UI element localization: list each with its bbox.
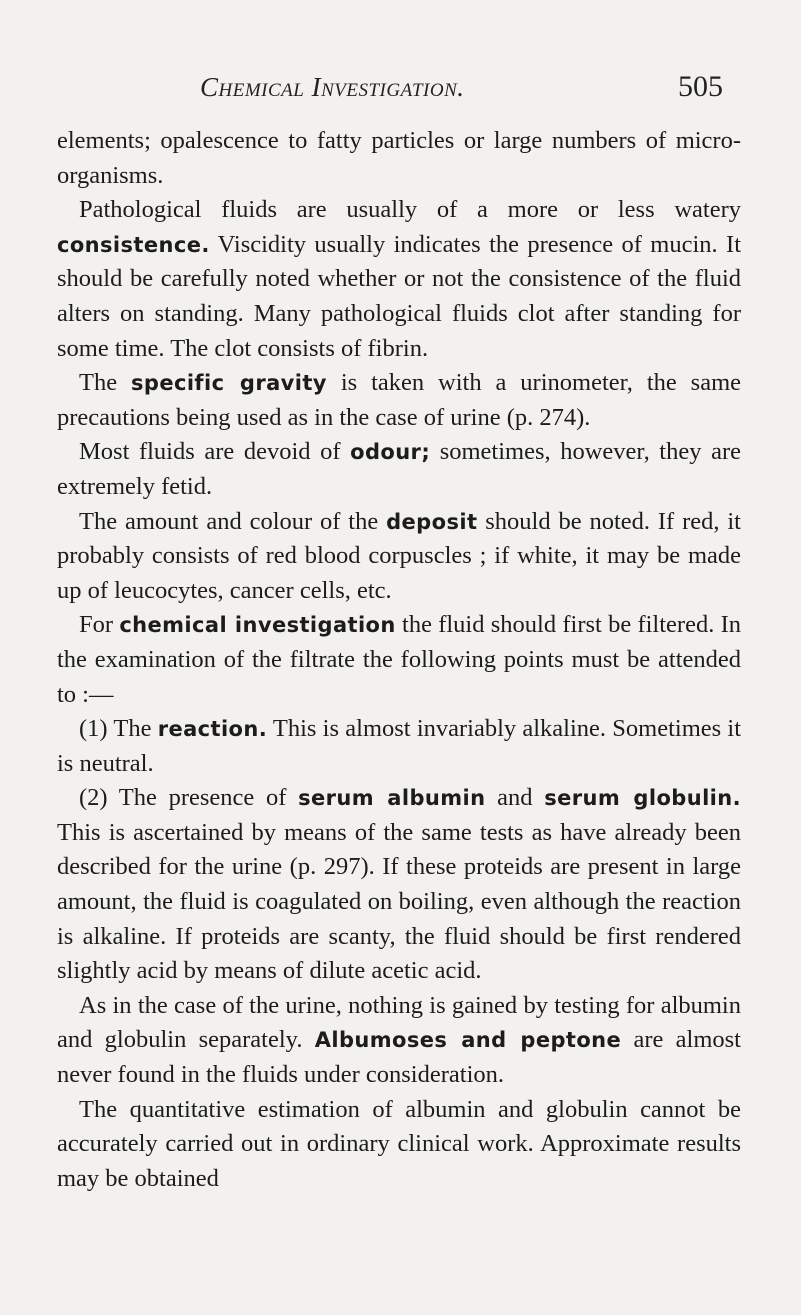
text-run: The amount and colour of the [79,507,387,535]
text-run: and [485,784,545,812]
paragraph [57,124,741,193]
text-run: Most fluids are devoid of [79,438,351,466]
page-number: 505 [678,70,723,103]
text-run: sometimes, however, they are extremely fetid. [57,438,741,500]
text-run: elements; opalescence to fatty particles or large numbers of micro-organisms. [57,127,741,189]
text-run: Pathological fluids are usually of a more or less watery [79,196,741,224]
text-run: Viscidity usually indicates the presence of mucin. It should be carefully noted whether or not the consistence of the fluid alters on standing. Many pathological fluids clot after standing for some time. The clot consists of fibrin. [57,230,741,362]
text-run: is taken with a urinometer, the same precautions being used as in the case of urine (p. 274). [57,369,742,431]
text-run: (1) The [79,715,158,743]
text-run: For [79,611,120,639]
keyword-term: serum albumin [298,786,486,811]
paragraph [57,366,741,435]
text-run: As in the case of the urine, nothing is gained by testing for albumin and globulin separately. [57,991,741,1054]
keyword-term: Albumoses and peptone [314,1028,622,1053]
keyword-term: serum globulin. [544,786,741,811]
paragraph [57,608,741,712]
text-run: are almost never found in the fluids under consideration. [57,1026,741,1089]
keyword-term: consistence. [57,232,210,257]
paragraph [57,1093,741,1197]
paragraph [57,505,741,609]
paragraph [57,712,741,781]
text-run: This is ascertained by means of the same tests as have already been described for the urine (p. 297). If these proteids are present in large amount, the fluid is coagulated on boiling, even although the reaction is alkaline. If proteids are scanty, the fluid should be first rendered slightly acid by means of dilute acetic acid. [57,818,741,985]
keyword-term: reaction. [157,717,268,742]
text-run: The quantitative estimation of albumin and globulin cannot be accurately carried out in ordinary clinical work. Approximate results may be obtained [57,1095,741,1192]
text-run: should be noted. If red, it probably consists of red blood corpuscles ; if white, it may be made up of leucocytes, cancer cells, etc. [57,507,741,604]
body-text [57,124,741,1196]
keyword-term: odour; [350,440,431,465]
text-run: The [79,369,132,397]
text-run: (2) The presence of [79,784,299,812]
paragraph [57,435,741,504]
paragraph [57,193,741,366]
text-run: the fluid should first be filtered. In the examination of the filtrate the following points must be attended to :— [57,611,742,708]
keyword-term: chemical investigation [119,613,396,638]
text-run: This is almost invariably alkaline. Sometimes it is neutral. [57,715,742,777]
paragraph [57,989,741,1093]
keyword-term: deposit [386,509,478,534]
running-title: Chemical Investigation. [200,72,465,102]
paragraph [57,781,741,989]
keyword-term: specific gravity [131,371,327,396]
